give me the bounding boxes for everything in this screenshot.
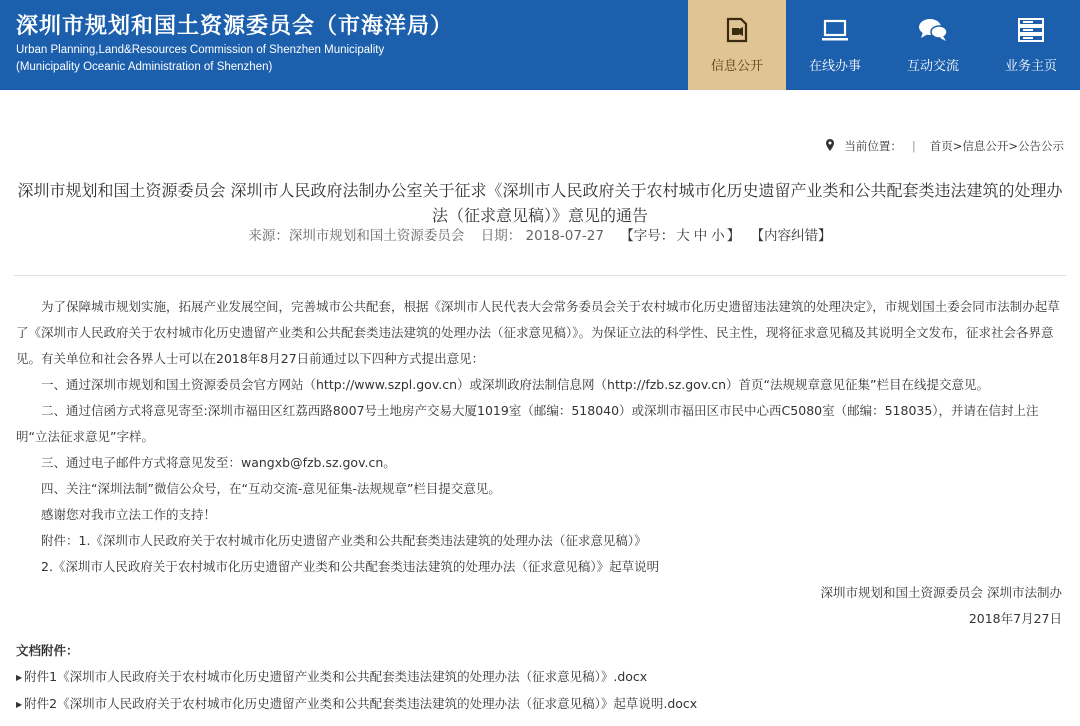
- article-title: 深圳市规划和国土资源委员会 深圳市人民政府法制办公室关于征求《深圳市人民政府关于农村城市化历史遗留产业类和公共配套类违法建筑的处理办法（征求意见稿）》意见的通告: [17, 181, 1063, 225]
- site-title-cn: 深圳市规划和国土资源委员会（市海洋局）: [16, 13, 454, 39]
- breadcrumb: [826, 138, 1064, 154]
- font-size-label: 【字号：: [620, 228, 675, 244]
- divider: [14, 275, 1066, 276]
- site-title-en: Urban Planning,Land&Resources Commission of Shenzhen Municipality: [16, 44, 385, 56]
- location-pin-icon: [826, 139, 834, 154]
- breadcrumb-home[interactable]: 首页: [929, 139, 953, 153]
- nav-label: 业务主页: [1004, 58, 1057, 74]
- nav-label: 互动交流: [906, 58, 959, 74]
- breadcrumb-divider: |: [911, 139, 916, 153]
- attachment-link-2[interactable]: [16, 691, 1062, 718]
- attachment-line: 附件：1.《深圳市人民政府关于农村城市化历史遗留产业类和公共配套类违法建筑的处理办法（征求意见稿）》: [41, 533, 647, 548]
- paragraph: 三、通过电子邮件方式将意见发至：wangxb@fzb.sz.gov.cn。: [41, 455, 396, 470]
- article-body: [16, 294, 1062, 718]
- nav-info-public[interactable]: [688, 0, 786, 90]
- font-large-button[interactable]: 大: [676, 228, 690, 244]
- server-icon: [1016, 17, 1046, 43]
- nav-label: 信息公开: [710, 58, 763, 74]
- attachment-line: 2.《深圳市人民政府关于农村城市化历史遗留产业类和公共配套类违法建筑的处理办法（征求意见稿）》起草说明: [41, 559, 660, 574]
- site-brand[interactable]: [16, 10, 453, 76]
- attachment-name: 附件2《深圳市人民政府关于农村城市化历史遗留产业类和公共配套类违法建筑的处理办法（征求意见稿）》起草说明.docx: [24, 696, 698, 711]
- breadcrumb-announcements[interactable]: 公告公示: [1018, 139, 1064, 153]
- main-nav: [688, 0, 1080, 90]
- monitor-icon: [820, 17, 850, 43]
- paragraph: 一、通过深圳市规划和国土资源委员会官方网站（http://www.szpl.gov.cn）或深圳政府法制信息网（http://fzb.sz.gov.cn）首页“法规规章意见征集”栏目在线提交意见。: [41, 377, 989, 392]
- sign-date: 2018年7月27日: [968, 611, 1062, 626]
- attachment-name: 附件1《深圳市人民政府关于农村城市化历史遗留产业类和公共配套类违法建筑的处理办法（征求意见稿）》.docx: [24, 669, 648, 684]
- nav-business-home[interactable]: [982, 0, 1080, 90]
- signature: 深圳市规划和国土资源委员会 深圳市法制办: [820, 585, 1062, 600]
- nav-interaction[interactable]: [884, 0, 982, 90]
- article-meta: [14, 226, 1066, 246]
- font-small-button[interactable]: 小: [711, 228, 725, 244]
- triangle-right-icon: ▶: [16, 673, 23, 682]
- docs-label: 文档附件：: [16, 643, 79, 658]
- document-attachments: [16, 638, 1062, 718]
- article-date: 日期： 2018-07-27: [480, 228, 604, 244]
- document-icon: [722, 17, 752, 43]
- paragraph: 四、关注“深圳法制”微信公众号，在“互动交流-意见征集-法规规章”栏目提交意见。: [41, 481, 501, 496]
- font-size-control: [620, 228, 744, 244]
- triangle-right-icon: ▶: [16, 700, 23, 709]
- chat-icon: [918, 17, 948, 43]
- paragraph: 感谢您对我市立法工作的支持！: [41, 507, 217, 522]
- paragraph: 二、通过信函方式将意见寄至:深圳市福田区红荔西路8007号土地房产交易大厦1019室（邮编：518040）或深圳市福田区市民中心西C5080室（邮编：518035），并请在信封上注明“立法征求意见”字样。: [16, 403, 1039, 444]
- breadcrumb-separator: >: [1008, 139, 1018, 153]
- breadcrumb-label: 当前位置：: [844, 139, 902, 153]
- site-title-en-sub: (Municipality Oceanic Administration of Shenzhen): [16, 61, 273, 73]
- font-medium-button[interactable]: 中: [693, 228, 708, 244]
- nav-online-service[interactable]: [786, 0, 884, 90]
- site-header: [0, 0, 1080, 90]
- breadcrumb-separator: >: [952, 139, 963, 153]
- nav-label: 在线办事: [808, 58, 861, 74]
- article-source: 来源：深圳市规划和国土资源委员会: [248, 228, 465, 244]
- content-correction-link[interactable]: 【内容纠错】: [750, 228, 832, 244]
- breadcrumb-info-public[interactable]: 信息公开: [962, 139, 1009, 153]
- paragraph: 为了保障城市规划实施，拓展产业发展空间，完善城市公共配套，根据《深圳市人民代表大会常务委员会关于农村城市化历史遗留违法建筑的处理决定》，市规划国土委会同市法制办起草了《深圳市人民政府关于农村城市化历史遗留产业类和公共配套类违法建筑的处理办法（征求意见稿）》。为保证立法的科学性、民主性，现将征求意见稿及其说明全文发布，征求社会各界意见。有关单位和社会各界人士可以在2018年8月27日前通过以下四种方式提出意见：: [16, 299, 1060, 366]
- attachment-link-1[interactable]: [16, 664, 1062, 691]
- font-size-close: 】: [726, 228, 741, 244]
